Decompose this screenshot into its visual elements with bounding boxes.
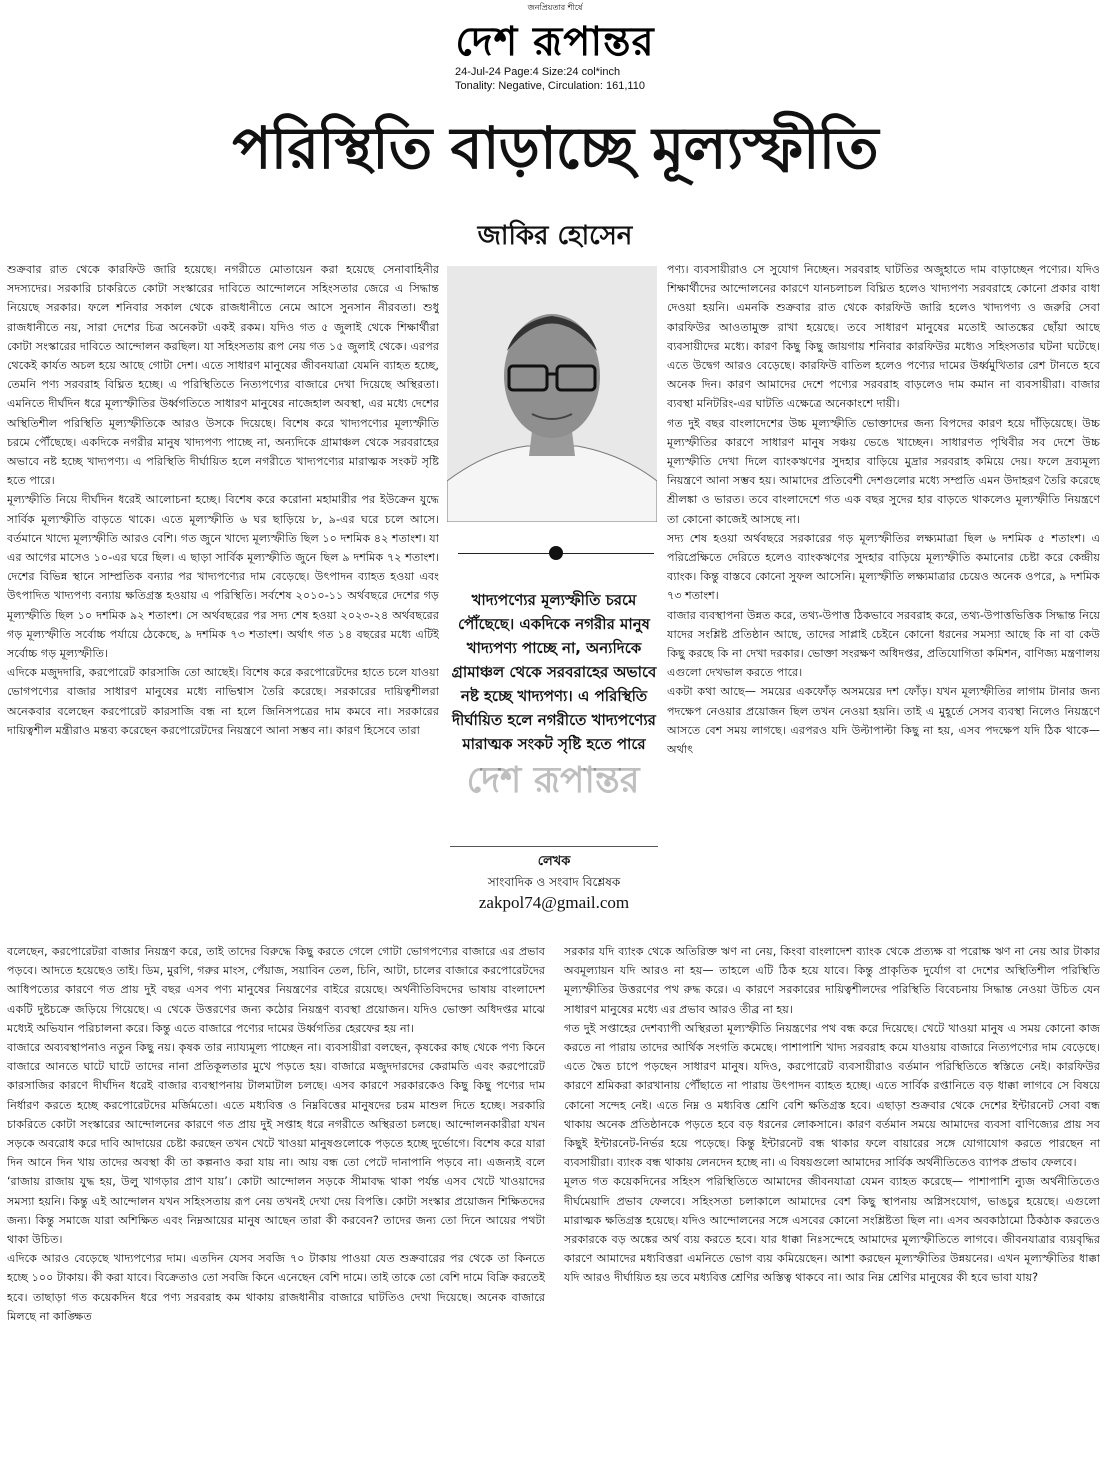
author-role: সাংবাদিক ও সংবাদ বিশ্লেষক: [487, 875, 621, 889]
paragraph: পণ্য। ব্যবসায়ীরাও সে সুযোগ নিচ্ছেন। সরবরাহ ঘাটতির অজুহাতে দাম বাড়াচ্ছেন পণ্যের। যদিও শিক্ষার্থীদের আন্দোলনের কারণে যানচলাচল বিঘ্নিত হলেও খাদ্যপণ্য সরবরাহে কোনো প্রকার বাধা দেওয়া হয়নি। এমনকি শুক্রবার রাত থেকে কারফিউ জারি হলেও খাদ্যপণ্য ও জরুরি সেবা কারফিউর আওতামুক্ত রাখা হয়েছে। তবে সাধারণ মানুষের মতোই আতঙ্কের ছোঁয়া আছে ব্যবসায়ীদের মধ্যে। কারণ কিছু কিছু জায়গায় শনিবার কারফিউর মধ্যেও সহিংসতার ঘটনা ঘটেছে। এতে উদ্বেগ আরও বেড়েছে। কারফিউ বাতিল হলেও পণ্যের দামের উর্ধ্বমুখিতার রেশ টানতে হবে অনেক দিন। কারণ আমাদের দেশে পণ্যের সরবরাহ বাড়লেও দাম কমান না ব্যবসায়ীরা। বাজার ব্যবস্থা মনিটরিং-এর ঘাটতি এক্ষেত্রে অনেকাংশে দায়ী।: [667, 263, 1100, 411]
paragraph: গত দুই সপ্তাহের দেশব্যাপী অস্থিরতা মূল্যস্ফীতি নিয়ন্ত্রণের পথ বন্ধ করে দিয়েছে। খেটে খাওয়া মানুষ এ সময় কোনো কাজ করতে না পারায় তাদের আর্থিক সংগতি কমেছে। পাশাপাশি খাদ্য সরবরাহ কমে যাওয়ায় বাজারে নিত্যপণ্যের দাম বেড়েছে। এতে দ্বৈত চাপে পড়ছেন সাধারণ মানুষ। যদিও, করপোরেট ব্যবসায়ীরাও বর্তমান পরিস্থিতিতে স্বস্তিতে নেই। কারফিউর কারণে শ্রমিকরা কারখানায় পৌঁছাতে না পারায় উৎপাদন ব্যাহত হচ্ছে। এতে সার্বিক রপ্তানিতে বড় ধাক্কা লাগবে সে বিষয়ে কোনো সন্দেহ নেই। এতে নিম্ন ও মধ্যবিত্ত শ্রেণি বেশি ক্ষতিগ্রস্ত হবে। এছাড়া শুক্রবার থেকে দেশের ইন্টারনেট সেবা বন্ধ থাকায় অনেক প্রতিষ্ঠানকে পড়তে হবে বড় ধরনের লোকসানে। কারণ বর্তমান সময়ে আমাদের ব্যবসা বাণিজ্যের প্রায় সব কিছুই ইন্টারনেট-নির্ভর হয়ে পড়েছে। কিন্তু ইন্টারনেট বন্ধ থাকার ফলে বায়ারের সঙ্গে যোগাযোগ করতে পারছেন না ব্যবসায়ীরা। ব্যাংক বন্ধ থাকায় লেনদেন হচ্ছে না। এ বিষয়গুলো আমাদের সার্বিক অর্থনীতিতেও ব্যাপক প্রভাব ফেলবে।: [564, 1021, 1100, 1170]
author-label: লেখক: [537, 854, 571, 869]
clipping-meta-date: 24-Jul-24 Page:4 Size:24 col*inch: [455, 66, 621, 78]
paragraph: গত দুই বছর বাংলাদেশের উচ্চ মূল্যস্ফীতি ভোক্তাদের জন্য বিপদের কারণ হয়ে দাঁড়িয়েছে। উচ্চ মূল্যস্ফীতির কারণে সাধারণ মানুষ সঞ্চয় ভেঙে খাচ্ছেন। সাধারণত পৃথিবীর সব দেশে উচ্চ মূল্যস্ফীতি দেখা দিলে ব্যাংকঋণের সুদহার বাড়িয়ে মুদ্রার সরবরাহ কমিয়ে দেয়। ফলে দ্রব্যমূল্য নিয়ন্ত্রণে আনা সম্ভব হয়। আমাদের প্রতিবেশী দেশগুলোর মধ্যে সম্প্রতি এমন উদাহরণ তৈরি করেছে শ্রীলঙ্কা ও ভারত। তবে বাংলাদেশে গত এক বছর সুদের হার বাড়তে থাকলেও মূল্যস্ফীতি নিয়ন্ত্রণে তা কোনো কাজেই আসছে না।: [667, 416, 1100, 526]
paragraph: সদ্য শেষ হওয়া অর্থবছরে সরকারের গড় মূল্যস্ফীতির লক্ষ্যমাত্রা ছিল ৬ দশমিক ৫ শতাংশ। এ পরিপ্রেক্ষিতে দেরিতে হলেও ব্যাংকঋণের সুদহার বাড়িয়ে মূল্যস্ফীতি কমানোর চেষ্টা করে কেন্দ্রীয় ব্যাংক। কিন্তু বাস্তবে কোনো সুফল আসেনি। মূল্যস্ফীতি লক্ষ্যমাত্রার চেয়েও অনেক ওপরে, ৯ দশমিক ৭৩ শতাংশ।: [667, 531, 1100, 603]
newspaper-logo: দেশ রূপান্তর: [455, 18, 655, 65]
divider-dot: [549, 546, 563, 560]
author-photo: [447, 266, 657, 522]
paragraph: এদিকে মজুদদারি, করপোরেট কারসাজি তো আছেই। বিশেষ করে করপোরেটদের হাতে চলে যাওয়া ভোগপণ্যের বাজার সাধারণ মানুষের মধ্যে নাভিশ্বাস তৈরি করেছে। সরকারের দায়িত্বশীলরা অনেকবার বলেছেন করপোরেট কারসাজি বন্ধ না হলে জিনিসপত্রের দাম কমবে না। সরকারের দায়িত্বশীল মন্ত্রীরাও মন্তব্য করেছেন করপোরেটদের নিয়ন্ত্রণে আনা সম্ভব না। কারণ হিসেবে তারা: [7, 666, 439, 737]
paragraph: মূল্যস্ফীতি নিয়ে দীর্ঘদিন ধরেই আলোচনা হচ্ছে। বিশেষ করে করোনা মহামারীর পর ইউক্রেন যুদ্ধে সার্বিক মূল্যস্ফীতি বাড়তে থাকে। এতে মূল্যস্ফীতি ৬ ঘর ছাড়িয়ে ৮, ৯-এর ঘরে চলে আসে। বর্তমানে খাদ্যে মূল্যস্ফীতি আরও বেশি। গত জুনে খাদ্যে মূল্যস্ফীতি ছিল ১০ দশমিক ৪২ শতাংশ। যা এর আগের মাসেও ১০-এর ঘরে ছিল। এ ছাড়া সার্বিক মূল্যস্ফীতি জুনে ছিল ৯ দশমিক ৭২ শতাংশ। দেশের বিভিন্ন স্থানে সাম্প্রতিক বন্যার পর খাদ্যপণ্যের দাম বেড়েছে। উৎপাদন ব্যাহত হওয়া এবং উৎপাদিত খাদ্যপণ্য বন্যায় ক্ষতিগ্রস্ত হওয়ায় এ পরিস্থিতি। সর্বশেষ ২০১০-১১ অর্থবছরে দেশের গড় মূল্যস্ফীতি ছিল ১০ দশমিক ৯২ শতাংশ। সে অর্থবছরের পর সদ্য শেষ হওয়া ২০২৩-২৪ অর্থবছরের গড় মূল্যস্ফীতি সর্বোচ্চ পর্যায়ে ঠেকেছে, ৯ দশমিক ৭৩ শতাংশ। অর্থাৎ গত ১৪ বছরের মধ্যে এটিই সর্বোচ্চ গড় মূল্যস্ফীতি।: [7, 493, 439, 661]
article-column-right: [667, 260, 1100, 942]
author-portrait-icon: [447, 266, 657, 522]
article-column-bottom-left: [7, 942, 545, 1470]
paragraph: সরকার যদি ব্যাংক থেকে অতিরিক্ত ঋণ না নেয়, কিংবা বাংলাদেশ ব্যাংক থেকে প্রত্যক্ষ বা পরোক্ষ ঋণ না নেয় আর টাকার অবমূল্যায়ন যদি আরও না হয়— তাহলে এটি ঠিক হয়ে যাবে। কিন্তু প্রাকৃতিক দুর্যোগ বা দেশের অস্থিতিশীল পরিস্থিতি মূল্যস্ফীতির উত্তরণের পথ রুদ্ধ করে। এ কারণে সরকারের দায়িত্বশীলদের পরিস্থিতি বিবেচনায় সিদ্ধান্ত নেওয়া উচিত যেন সাধারণ মানুষের মধ্যে এর প্রভাব আরও তীব্র না হয়।: [564, 945, 1100, 1016]
masthead-tagline: জনপ্রিয়তার শীর্ষে: [527, 3, 583, 12]
watermark-logo: দেশ রূপান্তর: [466, 759, 640, 801]
paragraph: এদিকে আরও বেড়েছে খাদ্যপণ্যের দাম। এতদিন যেসব সবজি ৭০ টাকায় পাওয়া যেত শুক্রবারের পর থেকে তা কিনতে হচ্ছে ১০০ টাকায়। কী করা যাবে। বিক্রেতাও তো সবজি কিনে এনেছেন বেশি দামে। তাই তাকে তো বেশি দামে বিক্রি করতেই হবে। তাছাড়া গত কয়েকদিন ধরে পণ্য সরবরাহ কম থাকায় রাজধানীর বাজারে ঘাটতিও দেখা দিয়েছে। অনেক বাজারে মিলছে না কাঙ্ক্ষিত: [7, 1252, 545, 1323]
paragraph: বাজার ব্যবস্থাপনা উন্নত করে, তথ্য-উপাত্ত ঠিকভাবে সরবরাহ করে, তথ্য-উপাত্তভিত্তিক সিদ্ধান্ত নিয়ে যাদের সংশ্লিষ্ট প্রতিষ্ঠান আছে, তাদের সাপ্লাই চেইনে কোনো ধরনের সমস্যা আছে কি না বা কেউ কিছু করছে কি না দেখা দরকার। ভোক্তা সংরক্ষণ অধিদপ্তর, প্রতিযোগিতা কমিশন, বাণিজ্য মন্ত্রণালয় এগুলো দেখভাল করতে পারে।: [667, 608, 1100, 680]
paragraph: মূলত গত কয়েকদিনের সহিংস পরিস্থিতিতে আমাদের জীবনযাত্রা যেমন ব্যাহত করেছে— পাশাপাশি ন্যুজ অর্থনীতিতেও দীর্ঘমেয়াদি প্রভাব ফেলবে। সহিংসতা চলাকালে আমাদের বেশ কিছু স্থাপনায় অগ্নিসংযোগ, ভাঙচুর হয়েছে। এগুলো মারাত্মক ক্ষতিগ্রস্ত হয়েছে। যদিও আন্দোলনের সঙ্গে এসবের কোনো সংশ্লিষ্টতা ছিল না। এসব অবকাঠামো ঠিকঠাক করতেও সরকারকে বড় অঙ্কের অর্থ ব্যয় করতে হবে। যার ধাক্কা নিঃসন্দেহে আমাদের মূল্যস্ফীতিতে লাগবে। জীবনযাত্রার ব্যয়বৃদ্ধির কারণে আমাদের মধ্যবিত্তরা এমনিতে ভোগ ব্যয় কমিয়েছেন। আশা করছেন মূল্যস্ফীতির উন্নয়নের। এখন মূল্যস্ফীতির ধাক্কা যদি আরও দীর্ঘায়িত হয় তবে মধ্যবিত্ত শ্রেণির অস্তিত্ব থাকবে না। আর নিম্ন শ্রেণির মানুষের কী হবে ভাবা যায়?: [564, 1175, 1100, 1285]
clipping-meta-tonality: Tonality: Negative, Circulation: 161,110: [455, 80, 645, 92]
article-column-bottom-right: [564, 942, 1100, 1470]
article-column-left: [7, 260, 439, 942]
paragraph: বলেছেন, করপোরেটরা বাজার নিয়ন্ত্রণ করে, তাই তাদের বিরুদ্ধে কিছু করতে গেলে গোটা ভোগপণ্যের বাজারে এর প্রভাব পড়বে। আদতে হয়েছেও তাই। ডিম, মুরগি, গরুর মাংস, পেঁয়াজ, সয়াবিন তেল, চিনি, আটা, চালের বাজারে করপোরেটদের আধিপত্যের কারণে গত প্রায় দুই বছর এসব পণ্য মানুষের নিয়ন্ত্রণের বাইরে রয়েছে। অর্থনীতিবিদদের ভাষায় বাংলাদেশ একটি দুষ্টচক্রে জড়িয়ে গিয়েছে। এ থেকে উত্তরণের জন্য কঠোর নিয়ন্ত্রণ ব্যবস্থা প্রয়োজন। যদিও ভোক্তা অধিদপ্তর মাঝে মধ্যেই অভিযান পরিচালনা করে। কিন্তু এতে বাজারে পণ্যের দামের উর্ধ্বগতির হেরফের হয় না।: [7, 945, 545, 1035]
paragraph: বাজারে অব্যবস্থাপনাও নতুন কিছু নয়। কৃষক তার ন্যায্যমূল্য পাচ্ছেন না। ব্যবসায়ীরা বলছেন, কৃষকের কাছ থেকে পণ্য কিনে বাজারে আনতে ঘাটে ঘাটে তাদের নানা প্রতিকূলতার মুখে পড়তে হয়। বাজারে মজুদদারদের কেরামতি এবং করপোরেট কারসাজির কারণে দীর্ঘদিন ধরেই বাজার ব্যবস্থাপনায় টালমাটাল চলছে। এসব কারণে সরকারকেও কিছু কিছু পণ্যের দাম নির্ধারণ করতে হচ্ছে করপোরেটদের মর্জিমতো। এতে মধ্যবিত্ত ও নিম্নবিত্তের মানুষদের চরম মাশুল দিতে হচ্ছে। সরকারি চাকরিতে কোটা সংস্কারের আন্দোলনের কারণে গত প্রায় দুই সপ্তাহ ধরে নগরীতে অস্থিরতা চলছে। আন্দোলনকারীরা যখন সড়কে অবরোধ করে দাবি আদায়ের চেষ্টা করছেন তখন খেটে খাওয়া মানুষগুলোকে পড়তে হচ্ছে দুর্ভোগে। বিশেষ করে যারা দিন আনে দিন খায় তাদের অবস্থা কী তা কল্পনাও করা যায় না। আয় বন্ধ তো পেটে দানাপানি পড়বে না। এজন্যই বলে ‘রাজায় রাজায় যুদ্ধ হয়, উলু খাগড়ার প্রাণ যায়’। কোটা আন্দোলন সড়কে সীমাবদ্ধ থাকা পর্যন্ত এসব খেটে খাওয়াদের সমস্যা হয়নি। কিন্তু এই আন্দোলন যখন সহিংসতায় রূপ নেয় তখনই দেখা দেয় বিপত্তি। কোটা সংস্কার প্রয়োজন শিক্ষিতদের জন্য। কিন্তু সমাজে যারা অশিক্ষিত এবং নিম্নআয়ের মানুষ আছেন তারা কী করবেন? তাদের জন্য তো দিনে আয়ের পথটা থাকা উচিত।: [7, 1041, 545, 1247]
paragraph: একটা কথা আছে— সময়ের একফোঁড় অসময়ের দশ ফোঁড়। যখন মূল্যস্ফীতির লাগাম টানার জন্য পদক্ষেপ নেওয়ার প্রয়োজন ছিল তখন নেওয়া হয়নি। তাই এ মুহূর্তে সেসব ব্যবস্থা নিলেও নিয়ন্ত্রণে আসতে বেশ সময় লাগছে। এরপরও যদি উল্টাপাল্টা কিছু না হয়, এসব পদক্ষেপ যদি ঠিক থাকে— অর্থাৎ: [667, 685, 1100, 757]
author-box-rule: [450, 846, 658, 847]
pull-quote: খাদ্যপণ্যের মূল্যস্ফীতি চরমে পৌঁছেছে। একদিকে নগরীর মানুষ খাদ্যপণ্য পাচ্ছে না, অন্যদিকে গ্রামাঞ্চল থেকে সরবরাহের অভাবে নষ্ট হচ্ছে খাদ্যপণ্য। এ পরিস্থিতি দীর্ঘায়িত হলে নগরীতে খাদ্যপণ্যের মারাত্মক সংকট সৃষ্টি হতে পারে: [451, 591, 657, 753]
author-email: zakpol74@gmail.com: [478, 893, 630, 912]
article-byline: জাকির হোসেন: [477, 221, 633, 251]
paragraph: শুক্রবার রাত থেকে কারফিউ জারি হয়েছে। নগরীতে মোতায়েন করা হয়েছে সেনাবাহিনীর সদস্যদের। সরকারি চাকরিতে কোটা সংস্কারের দাবিতে আন্দোলনে সহিংসতার জেরে এ সিদ্ধান্ত নিয়েছে সরকার। ফলে শনিবার সকাল থেকে রাজধানীতে নেমে আসে সুনসান নীরবতা। শুধু রাজধানীতে নয়, সারা দেশের চিত্র অনেকটা একই রকম। যদিও গত ৫ জুলাই থেকে শিক্ষার্থীরা কোটা সংস্কারের দাবিতে আন্দোলন করছিল। যা সহিংসতায় রূপ নেয় গত ১৫ জুলাই থেকে। এরপর থেকেই কার্যত অচল হয়ে আছে গোটা দেশ। এতে সাধারণ মানুষের জীবনযাত্রা যেমনি ব্যাহত হচ্ছে, তেমনি পণ্য সরবরাহ বিঘ্নিত হচ্ছে। এ পরিস্থিতিতে নিত্যপণ্যের বাজারে দেখা দিয়েছে অস্থিরতা। এমনিতে দীর্ঘদিন ধরে মূল্যস্ফীতির উর্ধ্বগতিতে সাধারণ মানুষের নাজেহাল অবস্থা, এর মধ্যে দেশের অস্থিতিশীল পরিস্থিতি মূল্যস্ফীতিকে আরও উসকে দিয়েছে। বিশেষ করে খাদ্যপণ্যের মূল্যস্ফীতি চরমে পৌঁছেছে। একদিকে নগরীর মানুষ খাদ্যপণ্য পাচ্ছে না, অন্যদিকে গ্রামাঞ্চল থেকে সরবরাহের অভাবে নষ্ট হচ্ছে খাদ্যপণ্য। এ পরিস্থিতি দীর্ঘায়িত হলে নগরীতে খাদ্যপণ্যের মারাত্মক সংকট সৃষ্টি হতে পারে।: [7, 263, 439, 488]
article-headline: পরিস্থিতি বাড়াচ্ছে মূল্যস্ফীতি: [232, 114, 878, 182]
